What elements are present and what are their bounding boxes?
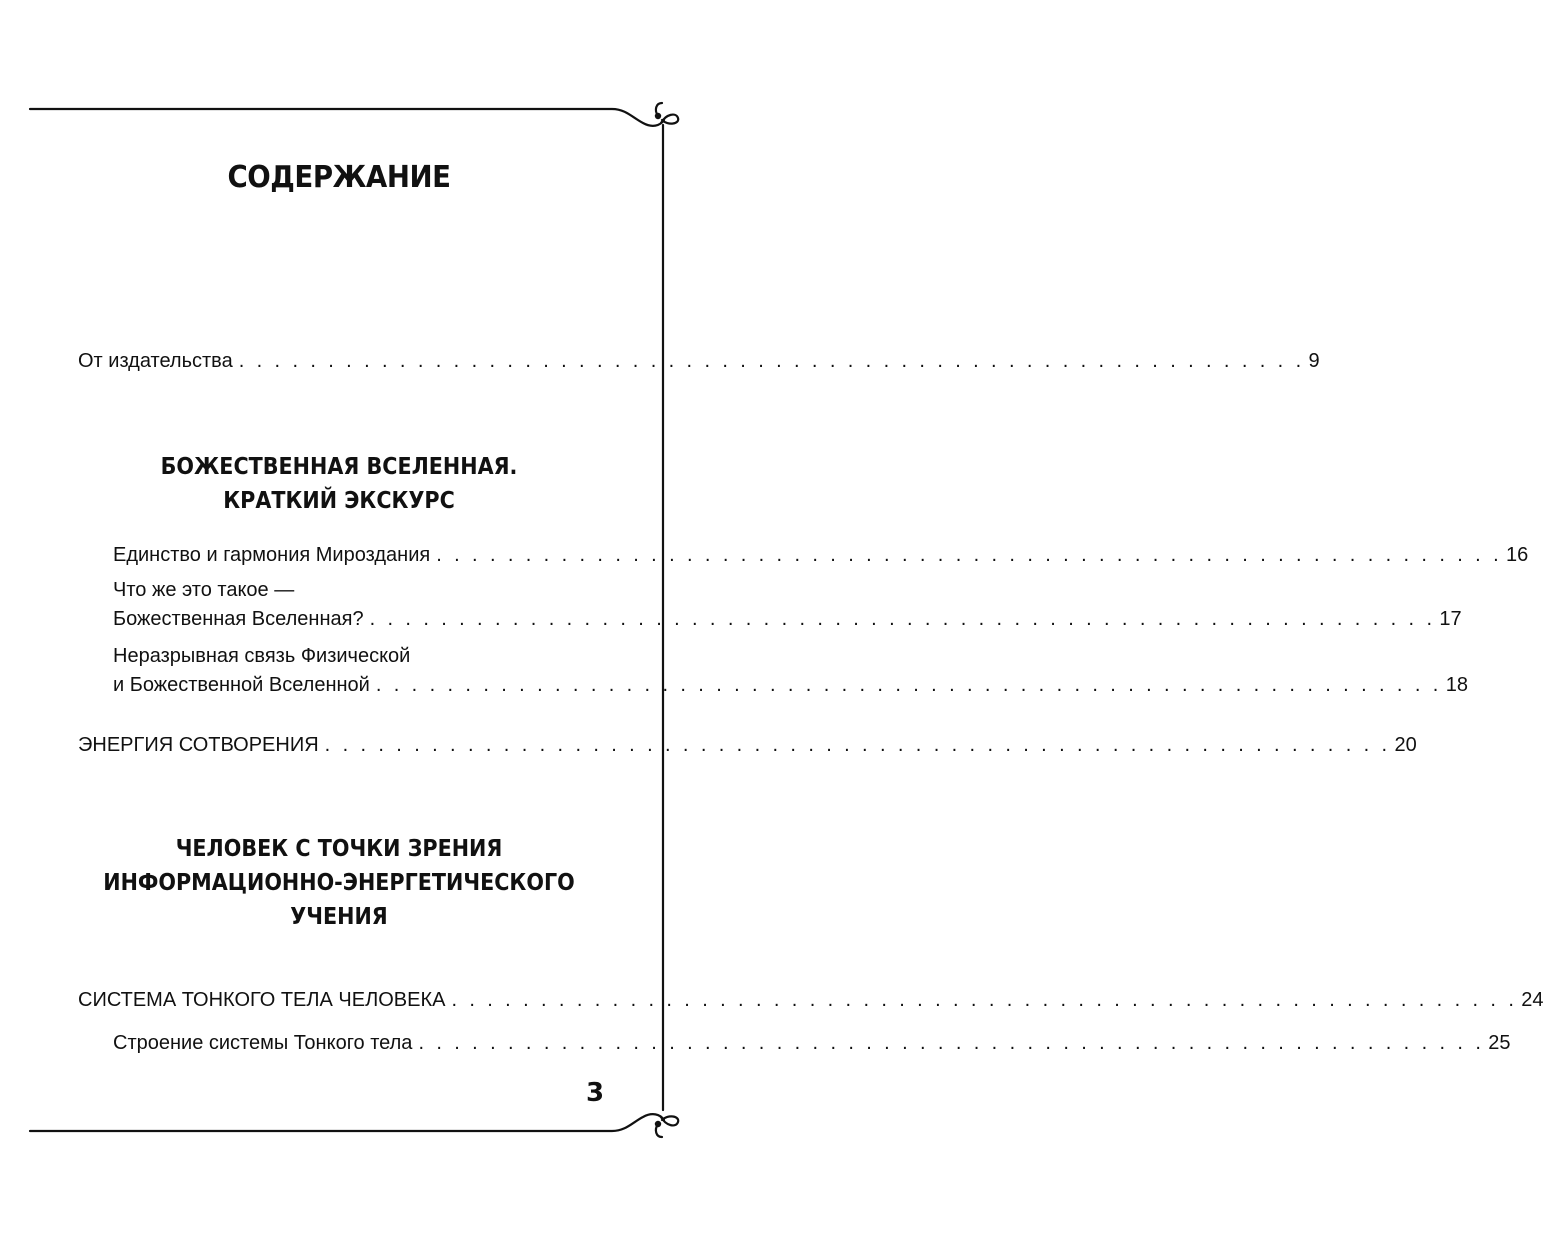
toc-entry-title: Единство и гармония Мироздания: [113, 544, 431, 566]
dot-leader: . . . . . . . . . . . . . . . . . . . . . . . . . . . . . . . . . . . . . . . . . . . . . . . . . . . . . . . . . . . .: [238, 350, 1305, 372]
toc-page-number: 16: [1506, 544, 1529, 566]
section-heading-line: ИНФОРМАЦИОННО-ЭНЕРГЕТИЧЕСКОГО: [103, 870, 575, 896]
dot-leader: . . . . . . . . . . . . . . . . . . . . . . . . . . . . . . . . . . . . . . . . . . . . . . . . . . . . . . . . . . . .: [451, 989, 1518, 1011]
section-heading-line: УЧЕНИЯ: [290, 904, 388, 930]
dot-leader: . . . . . . . . . . . . . . . . . . . . . . . . . . . . . . . . . . . . . . . . . . . . . . . . . . . . . . . . . . . .: [418, 1032, 1485, 1054]
dot-leader: . . . . . . . . . . . . . . . . . . . . . . . . . . . . . . . . . . . . . . . . . . . . . . . . . . . . . . . . . . . .: [369, 608, 1436, 630]
section-heading: [34, 450, 644, 518]
toc-page-number: 20: [1394, 734, 1417, 756]
toc-entry-title: ЭНЕРГИЯ СОТВОРЕНИЯ: [78, 734, 319, 756]
section-heading-line: ЧЕЛОВЕК С ТОЧКИ ЗРЕНИЯ: [175, 836, 503, 862]
bottom-rule: [30, 1114, 664, 1131]
section-heading-line: КРАТКИЙ ЭКСКУРС: [223, 488, 455, 514]
page-title: СОДЕРЖАНИЕ: [227, 160, 451, 195]
toc-entry[interactable]: [113, 642, 1468, 700]
dot-leader: . . . . . . . . . . . . . . . . . . . . . . . . . . . . . . . . . . . . . . . . . . . . . . . . . . . . . . . . . . . .: [436, 544, 1503, 566]
toc-page-number: 17: [1439, 608, 1462, 630]
page-number: 3: [586, 1078, 605, 1108]
dot-leader: . . . . . . . . . . . . . . . . . . . . . . . . . . . . . . . . . . . . . . . . . . . . . . . . . . . . . . . . . . . .: [324, 734, 1391, 756]
toc-entry-title: Строение системы Тонкого тела: [113, 1032, 413, 1054]
toc-entry[interactable]: [113, 541, 1529, 570]
toc-entry-title: и Божественной Вселенной: [113, 674, 370, 696]
toc-entry-title: СИСТЕМА ТОНКОГО ТЕЛА ЧЕЛОВЕКА: [78, 989, 446, 1011]
dot-leader: . . . . . . . . . . . . . . . . . . . . . . . . . . . . . . . . . . . . . . . . . . . . . . . . . . . . . . . . . . . .: [375, 674, 1442, 696]
toc-page-number: 9: [1308, 350, 1320, 372]
toc-entry[interactable]: [78, 347, 1320, 376]
toc-entry[interactable]: [113, 1029, 1511, 1058]
top-rule: [30, 109, 664, 126]
toc-entry-title: Божественная Вселенная?: [113, 608, 364, 630]
toc-page-number: 25: [1488, 1032, 1511, 1054]
toc-entry-title-line: Что же это такое —: [113, 579, 295, 601]
toc-entry-title-line: Неразрывная связь Физической: [113, 645, 411, 667]
section-heading-line: БОЖЕСТВЕННАЯ ВСЕЛЕННАЯ.: [160, 454, 518, 480]
toc-page-number: 18: [1445, 674, 1468, 696]
toc-page-number: 24: [1521, 989, 1544, 1011]
toc-entry-title: От издательства: [78, 350, 233, 372]
toc-entry[interactable]: [78, 986, 1544, 1015]
toc-entry[interactable]: [113, 576, 1462, 634]
toc-entry[interactable]: [78, 731, 1417, 760]
section-heading: [34, 832, 644, 934]
